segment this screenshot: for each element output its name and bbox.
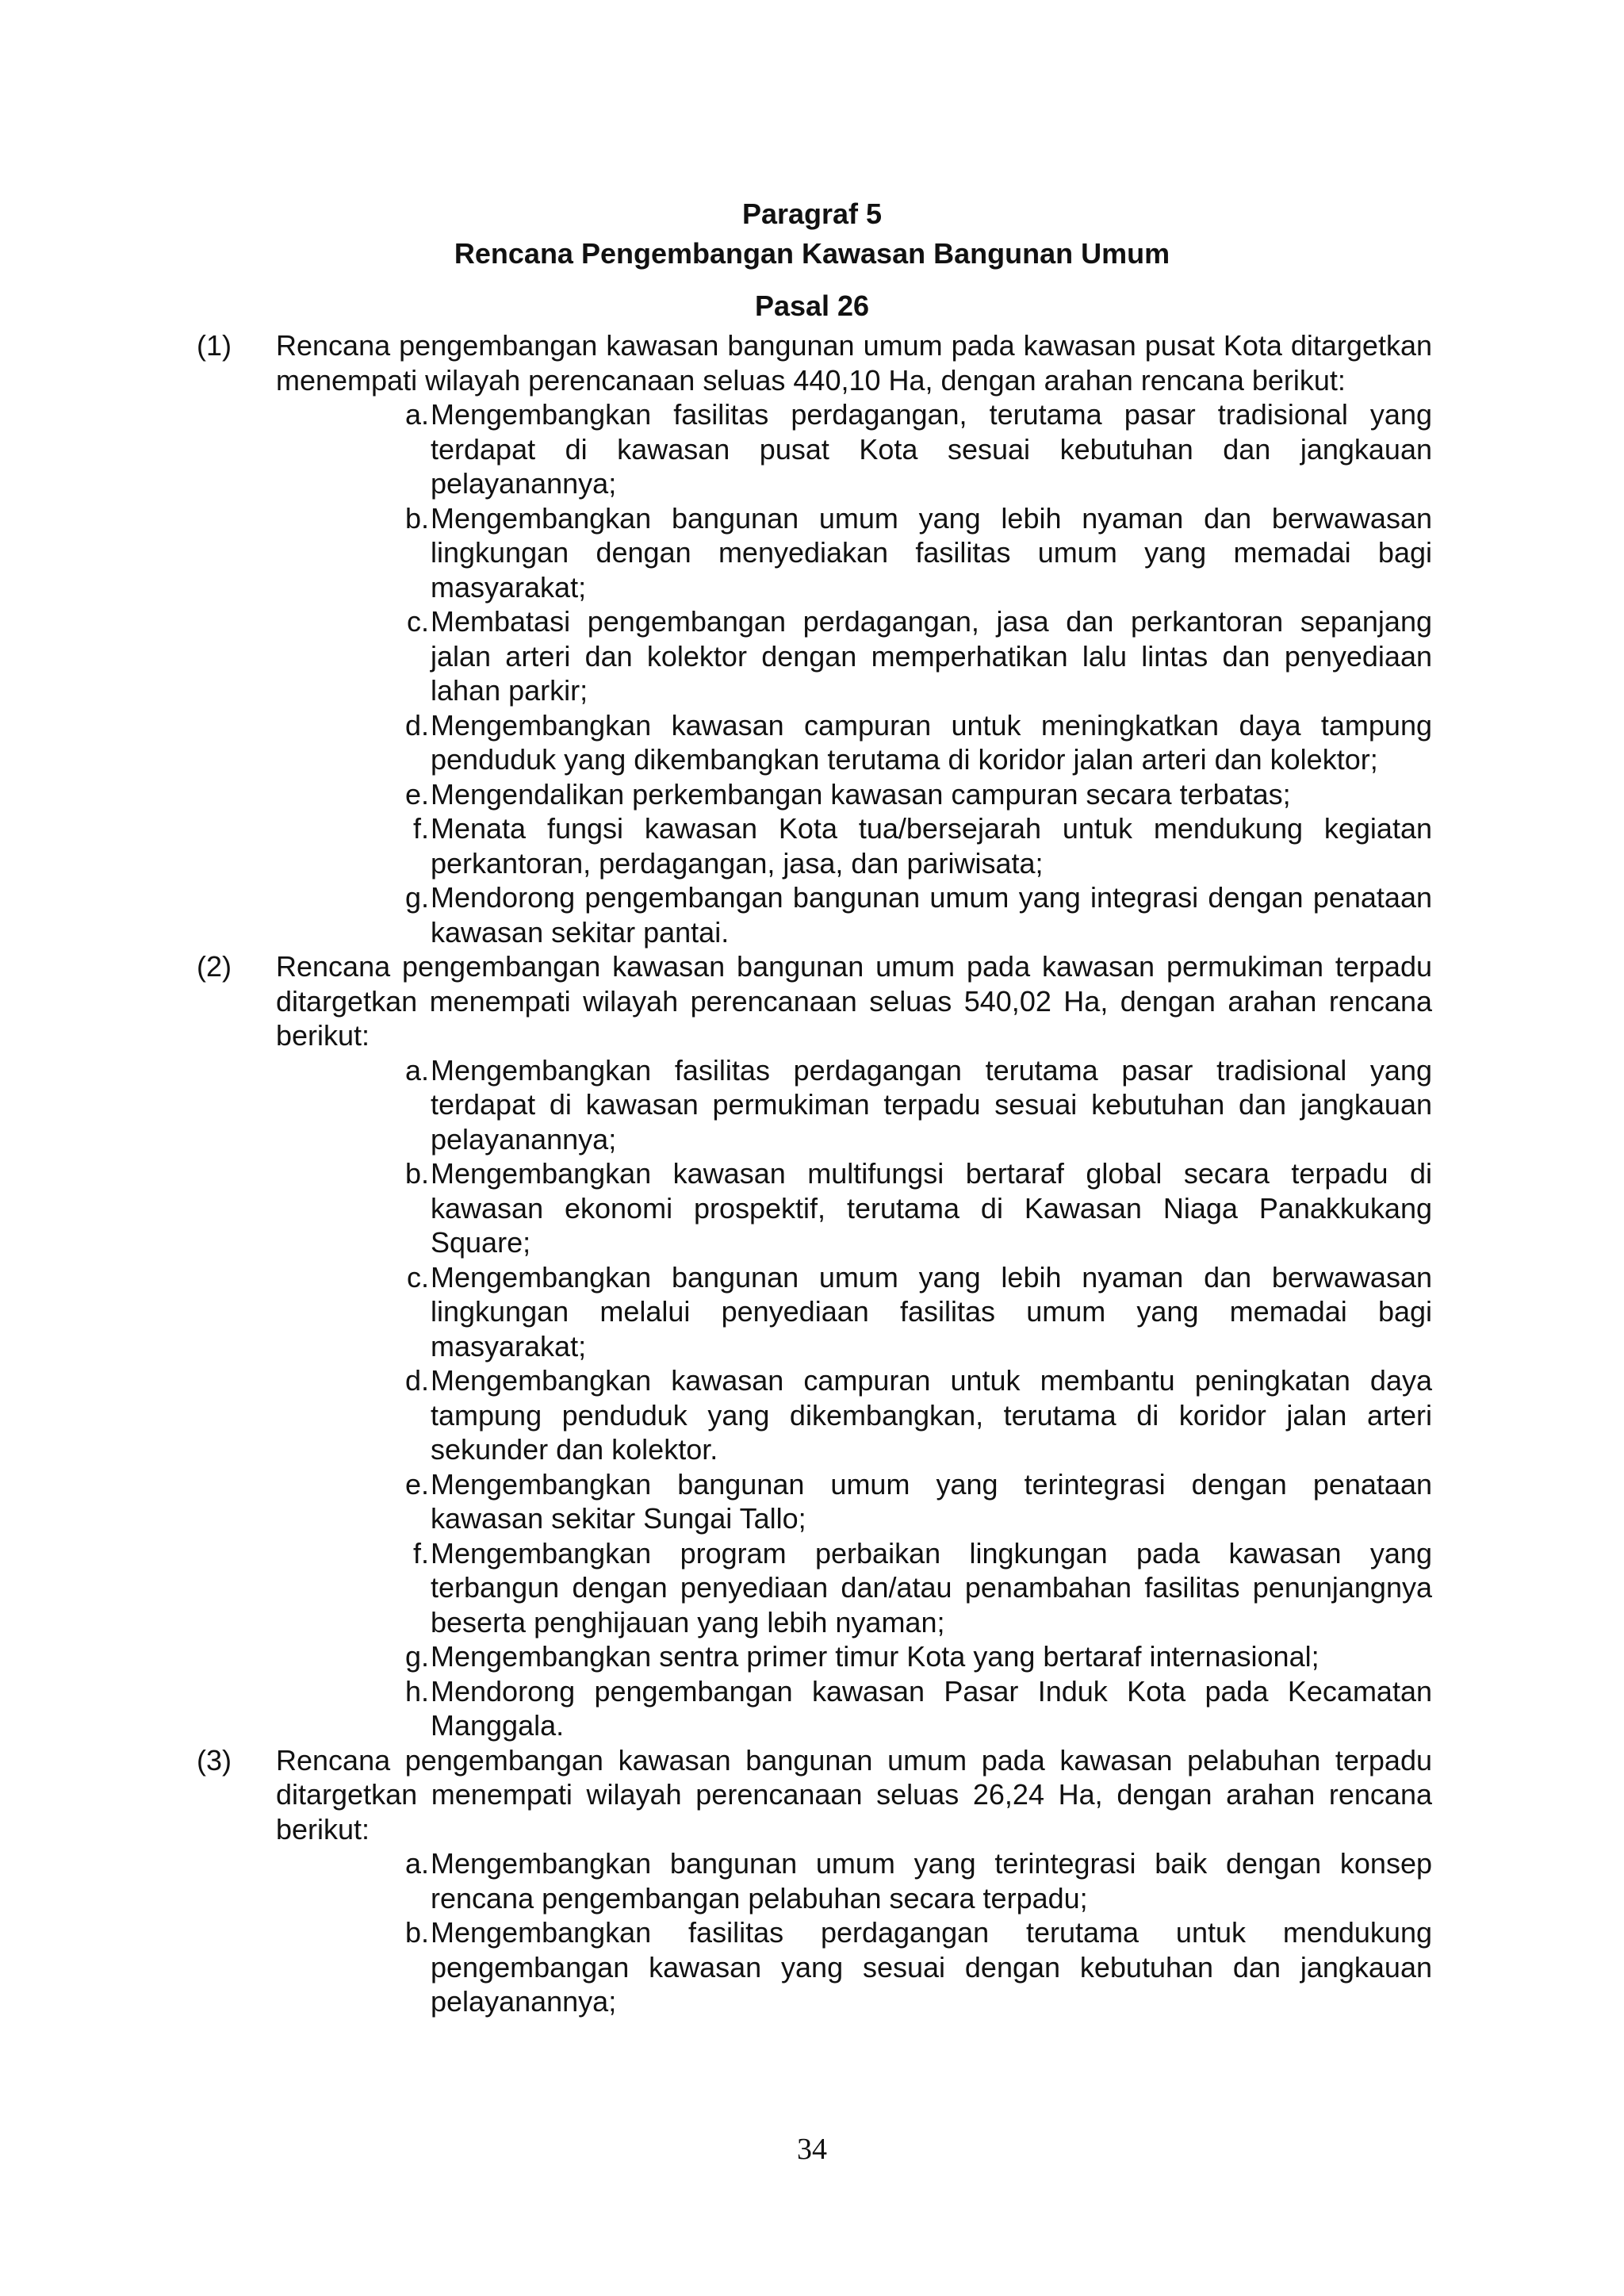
list-item [276, 604, 1432, 708]
item-letter: h. [404, 1674, 429, 1708]
list-item [276, 777, 1432, 812]
list-item [276, 1363, 1432, 1467]
pasal-heading: Pasal 26 [754, 289, 870, 322]
item-letter: b. [404, 501, 429, 535]
article-body [197, 328, 1432, 2019]
item-text: Membatasi pengembangan perdagangan, jasa dan perkantoran sepanjang jalan arteri dan kolektor dengan memperhatikan lalu lintas dan penyediaan lahan parkir; [431, 605, 1432, 707]
item-letter: c. [406, 1260, 429, 1294]
list-item [276, 397, 1432, 501]
item-text: Mendorong pengembangan bangunan umum yang integrasi dengan penataan kawasan sekitar pantai. [431, 881, 1432, 949]
item-text: Menata fungsi kawasan Kota tua/bersejarah untuk mendukung kegiatan perkantoran, perdagangan, jasa, dan pariwisata; [431, 812, 1432, 880]
item-text: Mengembangkan bangunan umum yang lebih nyaman dan berwawasan lingkungan dengan menyediakan fasilitas umum yang memadai bagi masyarakat; [431, 501, 1432, 604]
list-item [276, 1536, 1432, 1640]
item-text: Mengembangkan kawasan campuran untuk membantu peningkatan daya tampung penduduk yang dikembangkan, terutama di koridor jalan arteri sekunder dan kolektor. [431, 1364, 1432, 1466]
list-item [276, 708, 1432, 777]
paragraf-heading: Paragraf 5 [741, 197, 883, 230]
paragraph-2 [197, 949, 1432, 1743]
item-list [276, 1846, 1432, 2019]
list-item [276, 1846, 1432, 1915]
item-list [276, 397, 1432, 949]
item-letter: e. [404, 777, 429, 811]
list-item [276, 880, 1432, 949]
list-item [276, 1156, 1432, 1260]
item-letter: b. [404, 1916, 429, 1949]
item-letter: d. [404, 1364, 429, 1397]
item-letter: g. [404, 1640, 429, 1673]
section-title: Rencana Pengembangan Kawasan Bangunan Umum [454, 237, 1170, 270]
list-item [276, 1915, 1432, 2019]
item-letter: a. [404, 398, 429, 431]
item-text: Mengembangkan sentra primer timur Kota yang bertaraf internasional; [431, 1640, 1320, 1673]
paragraph-3 [197, 1743, 1432, 2019]
list-item [276, 501, 1432, 605]
list-item [276, 1053, 1432, 1157]
item-text: Mengembangkan bangunan umum yang terintegrasi dengan penataan kawasan sekitar Sungai Tallo; [431, 1467, 1432, 1535]
item-letter: c. [406, 605, 429, 638]
paragraph-text: Rencana pengembangan kawasan bangunan umum pada kawasan permukiman terpadu ditargetkan menempati wilayah perencanaan seluas 540,02 Ha, dengan arahan rencana berikut: [276, 950, 1432, 1052]
list-item [276, 1674, 1432, 1743]
paragraph-text: Rencana pengembangan kawasan bangunan umum pada kawasan pusat Kota ditargetkan menempati wilayah perencanaan seluas 440,10 Ha, dengan arahan rencana berikut: [276, 329, 1432, 397]
list-item [276, 811, 1432, 880]
paragraph-number: (2) [197, 950, 232, 983]
list-item [276, 1467, 1432, 1536]
item-letter: a. [404, 1053, 429, 1087]
page-number: 34 [797, 2133, 827, 2166]
item-letter: d. [404, 708, 429, 742]
item-list [276, 1053, 1432, 1743]
item-text: Mengembangkan program perbaikan lingkungan pada kawasan yang terbangun dengan penyediaan dan/atau penambahan fasilitas penunjangnya beserta penghijauan yang lebih nyaman; [431, 1536, 1432, 1639]
paragraph-number: (3) [197, 1743, 232, 1777]
item-text: Mengembangkan fasilitas perdagangan terutama pasar tradisional yang terdapat di kawasan permukiman terpadu sesuai kebutuhan dan jangkauan pelayanannya; [431, 1053, 1432, 1156]
item-text: Mengendalikan perkembangan kawasan campuran secara terbatas; [431, 777, 1291, 811]
item-text: Mengembangkan fasilitas perdagangan terutama untuk mendukung pengembangan kawasan yang sesuai dengan kebutuhan dan jangkauan pelayanannya; [431, 1916, 1432, 2018]
item-text: Mengembangkan bangunan umum yang terintegrasi baik dengan konsep rencana pengembangan pelabuhan secara terpadu; [431, 1847, 1432, 1915]
item-text: Mendorong pengembangan kawasan Pasar Induk Kota pada Kecamatan Manggala. [431, 1674, 1432, 1742]
item-text: Mengembangkan bangunan umum yang lebih nyaman dan berwawasan lingkungan melalui penyediaan fasilitas umum yang memadai bagi masyarakat; [431, 1260, 1432, 1363]
item-text: Mengembangkan fasilitas perdagangan, terutama pasar tradisional yang terdapat di kawasan pusat Kota sesuai kebutuhan dan jangkauan pelayanannya; [431, 398, 1432, 500]
item-text: Mengembangkan kawasan campuran untuk meningkatkan daya tampung penduduk yang dikembangkan terutama di koridor jalan arteri dan kolektor; [431, 708, 1432, 776]
item-letter: b. [404, 1157, 429, 1190]
paragraph-text: Rencana pengembangan kawasan bangunan umum pada kawasan pelabuhan terpadu ditargetkan menempati wilayah perencanaan seluas 26,24 Ha, dengan arahan rencana berikut: [276, 1743, 1432, 1846]
item-text: Mengembangkan kawasan multifungsi bertaraf global secara terpadu di kawasan ekonomi prospektif, terutama di Kawasan Niaga Panakkukang Square; [431, 1157, 1432, 1259]
item-letter: e. [404, 1467, 429, 1501]
item-letter: a. [404, 1847, 429, 1880]
paragraph-number: (1) [197, 329, 232, 362]
item-letter: f. [412, 1536, 429, 1570]
list-item [276, 1260, 1432, 1364]
list-item [276, 1639, 1432, 1674]
item-letter: g. [404, 881, 429, 914]
item-letter: f. [412, 812, 429, 845]
paragraph-1 [197, 328, 1432, 949]
